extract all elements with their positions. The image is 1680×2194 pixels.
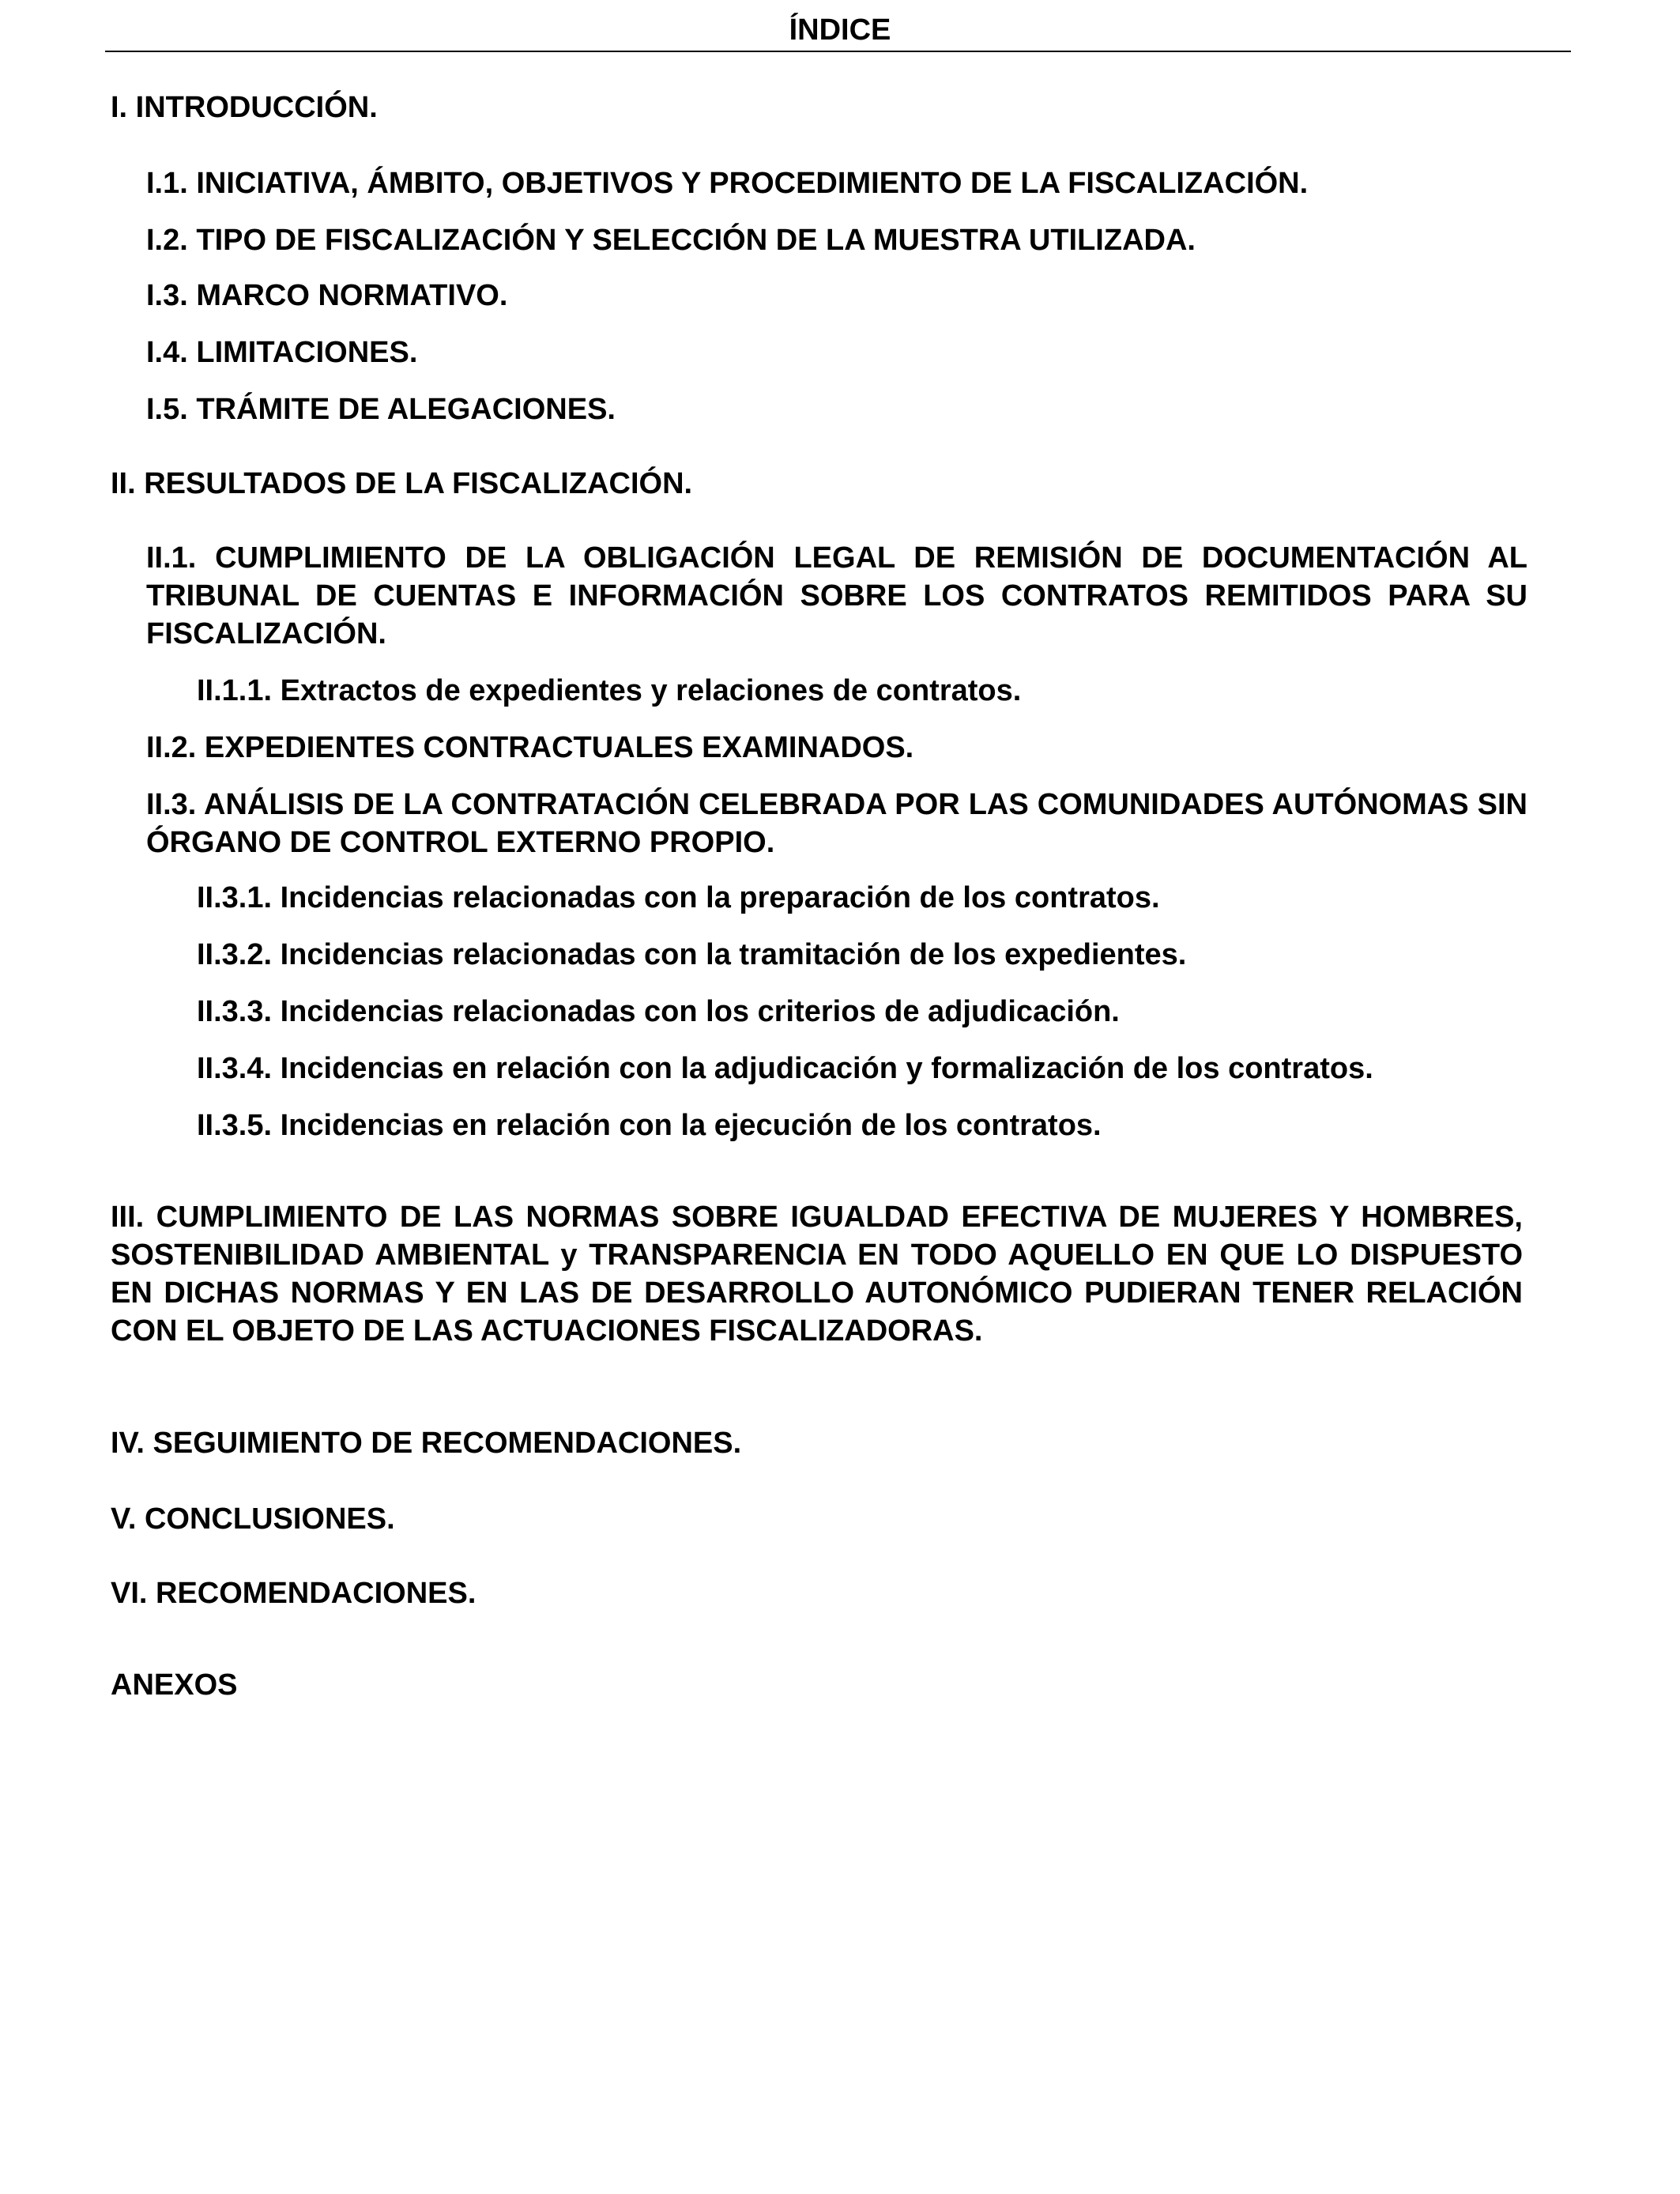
toc-entry-v: V. CONCLUSIONES. — [111, 1502, 395, 1536]
toc-entry-ii-3: II.3. ANÁLISIS DE LA CONTRATACIÓN CELEBRADA POR LAS COMUNIDADES AUTÓNOMAS SIN ÓRGANO DE CONTROL EXTERNO PROPIO. — [146, 788, 1527, 859]
page-title: ÍNDICE — [789, 13, 891, 47]
toc-entry-i: I. INTRODUCCIÓN. — [111, 91, 378, 124]
title-underline — [105, 51, 1571, 52]
toc-entry-ii: II. RESULTADOS DE LA FISCALIZACIÓN. — [111, 467, 693, 500]
toc-entry-ii-3-3: II.3.3. Incidencias relacionadas con los criterios de adjudicación. — [197, 995, 1120, 1028]
toc-entry-ii-3-1: II.3.1. Incidencias relacionadas con la preparación de los contratos. — [197, 881, 1160, 914]
toc-entry-i-5: I.5. TRÁMITE DE ALEGACIONES. — [146, 393, 616, 426]
toc-entry-i-2: I.2. TIPO DE FISCALIZACIÓN Y SELECCIÓN DE LA MUESTRA UTILIZADA. — [146, 224, 1196, 257]
toc-entry-ii-2: II.2. EXPEDIENTES CONTRACTUALES EXAMINADOS. — [146, 731, 914, 764]
toc-entry-i-1: I.1. INICIATIVA, ÁMBITO, OBJETIVOS Y PROCEDIMIENTO DE LA FISCALIZACIÓN. — [146, 167, 1309, 200]
toc-entry-ii-3-5: II.3.5. Incidencias en relación con la ejecución de los contratos. — [197, 1109, 1102, 1142]
toc-entry-ii-1: II.1. CUMPLIMIENTO DE LA OBLIGACIÓN LEGAL DE REMISIÓN DE DOCUMENTACIÓN AL TRIBUNAL DE CUENTAS E INFORMACIÓN SOBRE LOS CONTRATOS REMITIDOS PARA SU FISCALIZACIÓN. — [146, 541, 1527, 650]
toc-entry-ii-1-1: II.1.1. Extractos de expedientes y relaciones de contratos. — [197, 674, 1022, 707]
toc-entry-vi: VI. RECOMENDACIONES. — [111, 1577, 477, 1610]
toc-entry-i-3: I.3. MARCO NORMATIVO. — [146, 279, 508, 312]
toc-entry-iii: III. CUMPLIMIENTO DE LAS NORMAS SOBRE IGUALDAD EFECTIVA DE MUJERES Y HOMBRES, SOSTENIBILIDAD AMBIENTAL y TRANSPARENCIA EN TODO AQUELLO EN QUE LO DISPUESTO EN DICHAS NORMAS Y EN LAS DE DESARROLLO AUTONÓMICO PUDIERAN TENER RELACIÓN CON EL OBJETO DE LAS ACTUACIONES FISCALIZADORAS. — [111, 1201, 1523, 1348]
toc-entry-i-4: I.4. LIMITACIONES. — [146, 336, 418, 369]
toc-entry-ii-3-2: II.3.2. Incidencias relacionadas con la tramitación de los expedientes. — [197, 938, 1187, 971]
toc-entry-iv: IV. SEGUIMIENTO DE RECOMENDACIONES. — [111, 1427, 742, 1460]
toc-entry-ii-3-4: II.3.4. Incidencias en relación con la adjudicación y formalización de los contratos. — [197, 1052, 1373, 1085]
toc-entry-anexos: ANEXOS — [111, 1668, 238, 1702]
